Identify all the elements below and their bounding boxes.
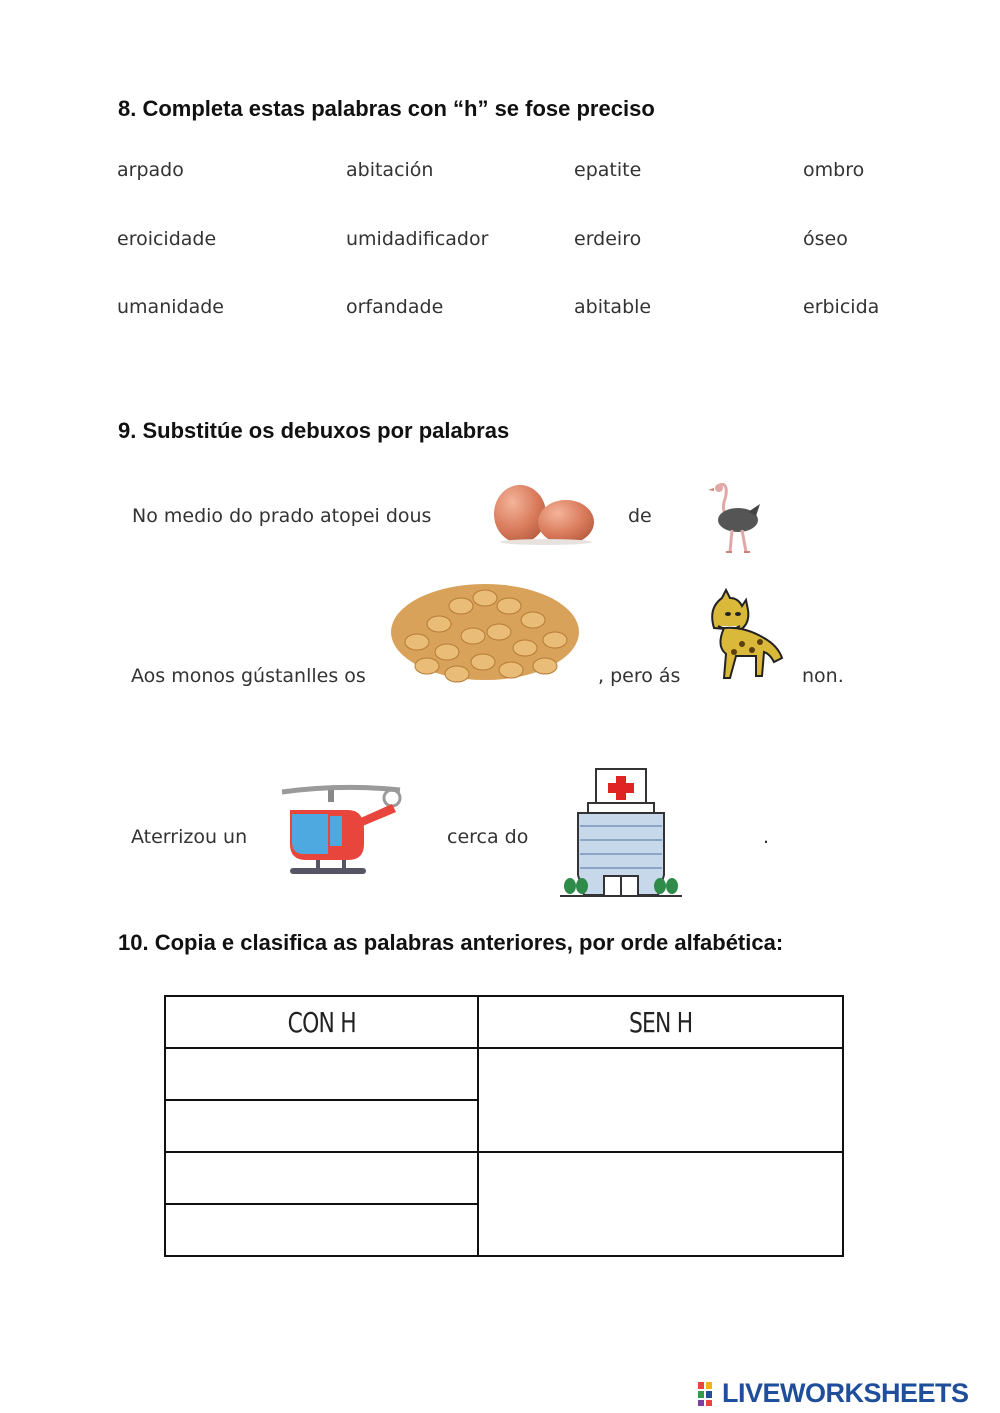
word-item: abitable	[574, 296, 652, 318]
classification-table	[164, 995, 844, 1257]
sentence-3-part-c: .	[763, 826, 770, 848]
word-item: erbicida	[803, 296, 880, 318]
column-header-sen-h: SEN H	[478, 996, 843, 1048]
hospital-picture	[560, 768, 682, 898]
word-item: ombro	[803, 159, 865, 181]
section-10-heading: 10. Copia e clasifica as palabras anteriores, por orde alfabética:	[118, 930, 784, 955]
sentence-2-part-b: , pero ás	[598, 665, 681, 687]
word-item: epatite	[574, 159, 642, 181]
answer-cell[interactable]	[478, 1152, 843, 1256]
peanuts-picture	[387, 562, 583, 690]
sentence-1-part-a: No medio do prado atopei dous	[132, 505, 432, 527]
column-header-con-h: CON H	[165, 996, 478, 1048]
word-item: orfandade	[346, 296, 444, 318]
helicopter-picture	[280, 780, 406, 878]
answer-cell[interactable]	[478, 1048, 843, 1152]
liveworksheets-logo-icon	[698, 1382, 720, 1406]
answer-cell[interactable]	[165, 1100, 478, 1152]
answer-cell[interactable]	[165, 1048, 478, 1100]
sentence-2-part-c: non.	[802, 665, 844, 687]
word-item: óseo	[803, 228, 848, 250]
word-item: umanidade	[117, 296, 224, 318]
answer-cell[interactable]	[165, 1152, 478, 1204]
sentence-2-part-a: Aos monos gústanlles os	[131, 665, 366, 687]
word-item: umidadificador	[346, 228, 489, 250]
eggs-picture	[488, 484, 596, 546]
word-item: eroicidade	[117, 228, 217, 250]
hyena-picture	[694, 588, 788, 688]
answer-cell[interactable]	[165, 1204, 478, 1256]
word-item: abitación	[346, 159, 434, 181]
section-8-heading: 8. Completa estas palabras con “h” se fose preciso	[118, 96, 655, 121]
sentence-1-part-b: de	[628, 505, 652, 527]
word-item: erdeiro	[574, 228, 642, 250]
section-9-heading: 9. Substitúe os debuxos por palabras	[118, 418, 510, 443]
ostrich-picture	[704, 482, 762, 556]
sentence-3-part-b: cerca do	[447, 826, 529, 848]
brand-watermark: LIVEWORKSHEETS	[722, 1378, 969, 1408]
word-item: arpado	[117, 159, 184, 181]
sentence-3-part-a: Aterrizou un	[131, 826, 248, 848]
